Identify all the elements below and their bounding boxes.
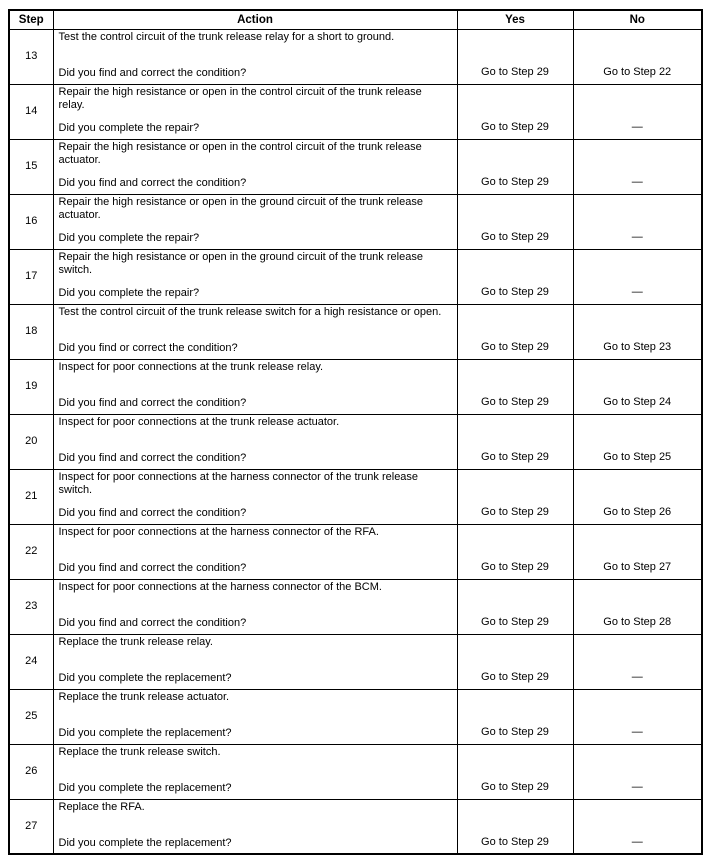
step-cell: 23: [9, 579, 53, 634]
no-cell: Go to Step 25: [573, 414, 702, 469]
yes-cell: Go to Step 29: [457, 524, 573, 579]
header-step: Step: [9, 10, 53, 29]
question-text: Did you find and correct the condition?: [58, 67, 247, 80]
no-cell: —: [573, 139, 702, 194]
header-no: No: [573, 10, 702, 29]
table-row: [9, 689, 702, 744]
no-cell: —: [573, 84, 702, 139]
question-text: Did you complete the repair?: [58, 232, 200, 245]
action-text: Test the control circuit of the trunk release relay for a short to ground.: [58, 30, 395, 43]
diagnostic-table: [8, 9, 703, 855]
header-action: Action: [53, 10, 457, 29]
action-text: Inspect for poor connections at the trunk release relay.: [58, 360, 324, 373]
action-cell: [53, 744, 457, 799]
no-cell: Go to Step 22: [573, 29, 702, 84]
action-text: Test the control circuit of the trunk release switch for a high resistance or open.: [58, 305, 442, 318]
step-cell: 25: [9, 689, 53, 744]
step-cell: 21: [9, 469, 53, 524]
yes-cell: Go to Step 29: [457, 29, 573, 84]
table-row: [9, 194, 702, 249]
no-cell: Go to Step 24: [573, 359, 702, 414]
no-cell: —: [573, 194, 702, 249]
action-cell: [53, 579, 457, 634]
question-text: Did you complete the replacement?: [58, 727, 232, 740]
no-cell: Go to Step 28: [573, 579, 702, 634]
no-cell: —: [573, 689, 702, 744]
action-text: Repair the high resistance or open in the control circuit of the trunk release actuator.: [58, 140, 422, 166]
no-cell: —: [573, 249, 702, 304]
action-text: Repair the high resistance or open in the ground circuit of the trunk release actuator.: [58, 195, 423, 221]
yes-cell: Go to Step 29: [457, 304, 573, 359]
yes-cell: Go to Step 29: [457, 359, 573, 414]
question-text: Did you complete the replacement?: [58, 782, 232, 795]
question-text: Did you complete the repair?: [58, 287, 200, 300]
action-cell: [53, 84, 457, 139]
step-cell: 18: [9, 304, 53, 359]
question-text: Did you complete the repair?: [58, 122, 200, 135]
question-text: Did you complete the replacement?: [58, 836, 232, 849]
action-text: Replace the trunk release actuator.: [58, 690, 230, 703]
step-cell: 19: [9, 359, 53, 414]
action-cell: [53, 524, 457, 579]
no-cell: —: [573, 744, 702, 799]
question-text: Did you find and correct the condition?: [58, 617, 247, 630]
table-row: [9, 29, 702, 84]
yes-cell: Go to Step 29: [457, 469, 573, 524]
step-cell: 13: [9, 29, 53, 84]
yes-cell: Go to Step 29: [457, 249, 573, 304]
action-text: Inspect for poor connections at the harness connector of the RFA.: [58, 525, 379, 538]
no-cell: Go to Step 27: [573, 524, 702, 579]
table-row: [9, 84, 702, 139]
question-text: Did you find and correct the condition?: [58, 177, 247, 190]
question-text: Did you complete the replacement?: [58, 672, 232, 685]
table-row: [9, 744, 702, 799]
table-header: [9, 10, 702, 29]
action-cell: [53, 359, 457, 414]
table-row: [9, 634, 702, 689]
yes-cell: Go to Step 29: [457, 634, 573, 689]
action-text: Inspect for poor connections at the harness connector of the BCM.: [58, 580, 382, 593]
step-cell: 17: [9, 249, 53, 304]
table-row: [9, 524, 702, 579]
question-text: Did you find and correct the condition?: [58, 452, 247, 465]
yes-cell: Go to Step 29: [457, 84, 573, 139]
step-cell: 15: [9, 139, 53, 194]
action-cell: [53, 799, 457, 854]
yes-cell: Go to Step 29: [457, 579, 573, 634]
no-cell: Go to Step 23: [573, 304, 702, 359]
action-cell: [53, 634, 457, 689]
step-cell: 16: [9, 194, 53, 249]
table-row: [9, 304, 702, 359]
action-cell: [53, 139, 457, 194]
yes-cell: Go to Step 29: [457, 689, 573, 744]
action-cell: [53, 689, 457, 744]
table-row: [9, 359, 702, 414]
action-text: Repair the high resistance or open in the control circuit of the trunk release relay.: [58, 85, 422, 111]
question-text: Did you find and correct the condition?: [58, 507, 247, 520]
yes-cell: Go to Step 29: [457, 194, 573, 249]
no-cell: Go to Step 26: [573, 469, 702, 524]
action-cell: [53, 304, 457, 359]
step-cell: 24: [9, 634, 53, 689]
action-text: Inspect for poor connections at the harness connector of the trunk release switch.: [58, 470, 419, 496]
step-cell: 26: [9, 744, 53, 799]
action-cell: [53, 29, 457, 84]
action-cell: [53, 249, 457, 304]
yes-cell: Go to Step 29: [457, 799, 573, 854]
table-row: [9, 249, 702, 304]
header-row: [9, 10, 702, 29]
action-text: Replace the RFA.: [58, 800, 145, 813]
action-text: Replace the trunk release relay.: [58, 635, 213, 648]
action-text: Inspect for poor connections at the trunk release actuator.: [58, 415, 340, 428]
table-row: [9, 469, 702, 524]
table-row: [9, 139, 702, 194]
yes-cell: Go to Step 29: [457, 744, 573, 799]
action-cell: [53, 414, 457, 469]
table-row: [9, 414, 702, 469]
no-cell: —: [573, 634, 702, 689]
header-yes: Yes: [457, 10, 573, 29]
yes-cell: Go to Step 29: [457, 139, 573, 194]
table-row: [9, 799, 702, 854]
step-cell: 14: [9, 84, 53, 139]
yes-cell: Go to Step 29: [457, 414, 573, 469]
question-text: Did you find and correct the condition?: [58, 562, 247, 575]
step-cell: 20: [9, 414, 53, 469]
table-row: [9, 579, 702, 634]
action-text: Repair the high resistance or open in the ground circuit of the trunk release switch.: [58, 250, 423, 276]
action-cell: [53, 469, 457, 524]
step-cell: 22: [9, 524, 53, 579]
question-text: Did you find and correct the condition?: [58, 397, 247, 410]
action-cell: [53, 194, 457, 249]
no-cell: —: [573, 799, 702, 854]
question-text: Did you find or correct the condition?: [58, 342, 238, 355]
table-body: [9, 29, 702, 854]
step-cell: 27: [9, 799, 53, 854]
action-text: Replace the trunk release switch.: [58, 745, 221, 758]
